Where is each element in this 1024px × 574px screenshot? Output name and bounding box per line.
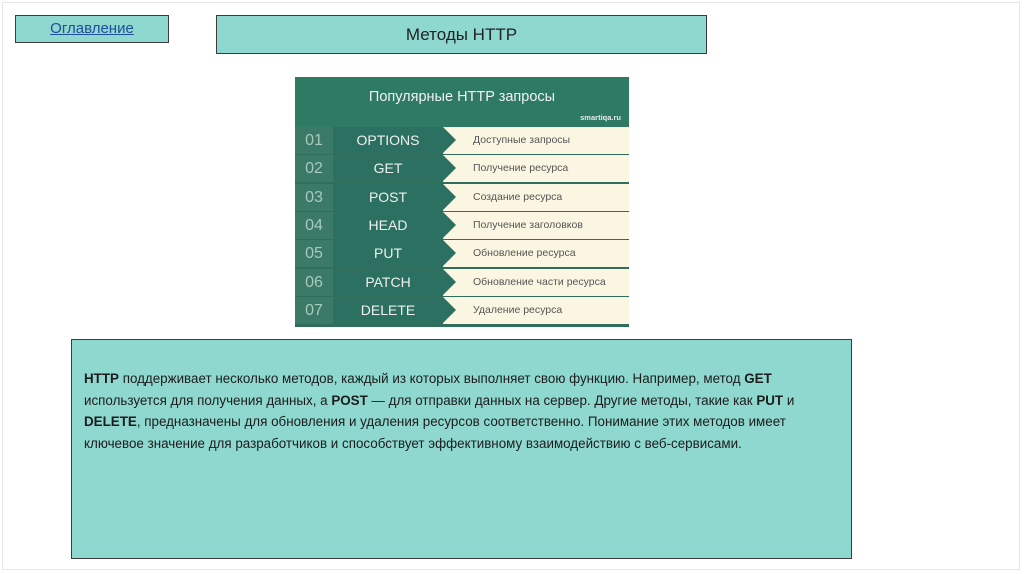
info-text: используется для получения данных, а	[84, 392, 332, 408]
row-number: 05	[295, 240, 333, 267]
arrow-icon	[443, 184, 456, 210]
method-description: Получение заголовков	[443, 212, 629, 239]
method-name: OPTIONS	[333, 127, 443, 154]
table-row	[295, 127, 629, 155]
table-row	[295, 240, 629, 268]
row-number: 01	[295, 127, 333, 154]
row-number: 02	[295, 155, 333, 182]
info-box	[71, 339, 852, 559]
row-number: 04	[295, 212, 333, 239]
http-methods-image	[295, 77, 629, 327]
term-delete: DELETE	[84, 414, 137, 429]
info-text: — для отправки данных на сервер. Другие методы, такие как	[367, 392, 757, 408]
slide-title: Методы HTTP	[216, 15, 707, 54]
arrow-icon	[443, 297, 456, 323]
brand-label: smartiqa.ru	[580, 113, 621, 122]
table-row	[295, 184, 629, 212]
arrow-icon	[443, 269, 456, 295]
term-put: PUT	[756, 392, 784, 408]
arrow-icon	[443, 212, 456, 238]
row-number: 03	[295, 184, 333, 211]
method-description: Получение ресурса	[443, 155, 629, 182]
info-paragraph	[84, 371, 794, 451]
method-name: PATCH	[333, 269, 443, 296]
method-name: DELETE	[333, 297, 443, 324]
table-row	[295, 297, 629, 325]
term-get: GET	[744, 371, 772, 386]
table-header	[295, 77, 629, 127]
info-text: и	[783, 392, 795, 408]
toc-link[interactable]: Оглавление	[15, 15, 169, 43]
table-title: Популярные HTTP запросы	[368, 89, 556, 105]
method-name: HEAD	[333, 212, 443, 239]
info-text: , предназначены для обновления и удаления ресурсов соответственно. Понимание этих методов имеет ключевое значение для разработчиков и способствует эффективному взаимодействию с веб-сервисами.	[84, 414, 786, 451]
arrow-icon	[443, 127, 456, 153]
arrow-icon	[443, 240, 456, 266]
method-name: PUT	[333, 240, 443, 267]
term-post: POST	[331, 392, 368, 408]
method-description: Обновление ресурса	[443, 240, 629, 267]
method-description: Обновление части ресурса	[443, 269, 629, 296]
table-row	[295, 269, 629, 297]
table-row	[295, 155, 629, 183]
row-number: 07	[295, 297, 333, 324]
method-name: GET	[333, 155, 443, 182]
method-description: Удаление ресурса	[443, 297, 629, 324]
table-row	[295, 212, 629, 240]
method-description: Создание ресурса	[443, 184, 629, 211]
info-text: поддерживает несколько методов, каждый из которых выполняет свою функцию. Например, метод	[118, 371, 745, 386]
term-http: HTTP	[84, 371, 119, 386]
method-description: Доступные запросы	[443, 127, 629, 154]
arrow-icon	[443, 155, 456, 181]
row-number: 06	[295, 269, 333, 296]
method-name: POST	[333, 184, 443, 211]
